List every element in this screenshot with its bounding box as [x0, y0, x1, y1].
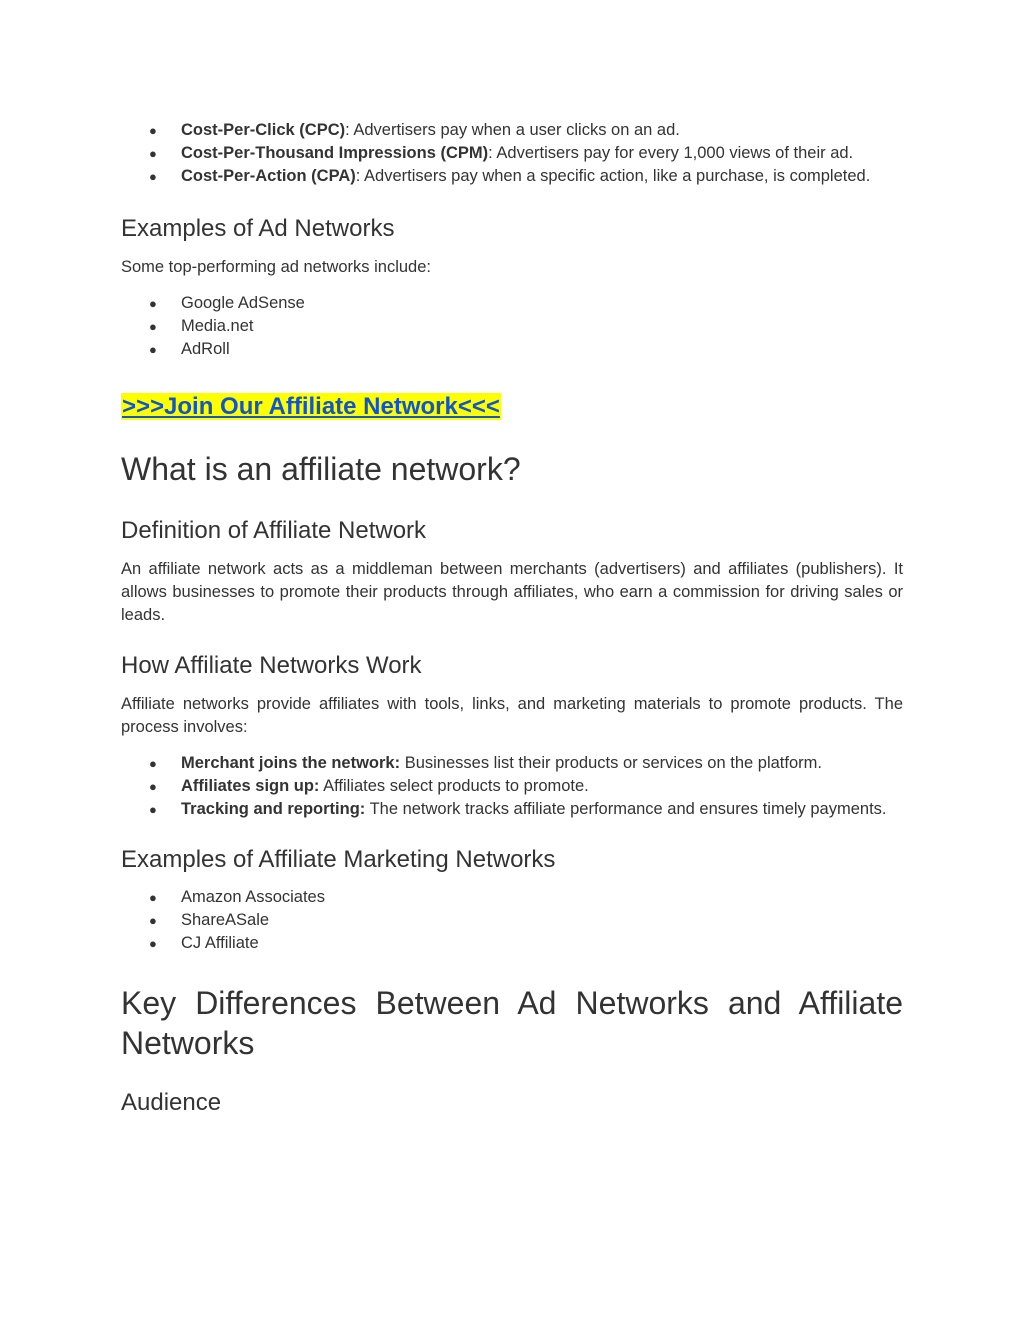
document-content: [121, 119, 903, 1118]
bullet-icon: ●: [149, 890, 157, 905]
join-affiliate-network-link[interactable]: >>>Join Our Affiliate Network<<<: [122, 393, 500, 420]
list-item: [121, 142, 903, 165]
step-term: Affiliates sign up:: [181, 777, 320, 795]
how-heading: How Affiliate Networks Work: [121, 652, 422, 679]
list-item: [121, 798, 903, 821]
definition-paragraph: An affiliate network acts as a middleman between merchants (advertisers) and affiliates (publishers). It allows businesses to promote their products through affiliates, who earn a commission for driving sales or leads.: [121, 560, 903, 624]
pricing-term: Cost-Per-Click (CPC): [181, 121, 346, 139]
affiliate-network-name: CJ Affiliate: [181, 934, 259, 952]
bullet-icon: ●: [149, 296, 157, 311]
affiliate-examples-list: [121, 886, 903, 955]
bullet-icon: ●: [149, 123, 157, 138]
audience-heading: Audience: [121, 1089, 222, 1116]
bullet-icon: ●: [149, 756, 157, 771]
ad-network-name: Media.net: [181, 317, 254, 335]
step-desc: Businesses list their products or services on the platform.: [400, 754, 822, 772]
list-item: [121, 165, 903, 188]
affiliate-examples-heading: Examples of Affiliate Marketing Networks: [121, 846, 556, 873]
list-item: [121, 315, 903, 338]
definition-heading: Definition of Affiliate Network: [121, 517, 427, 544]
step-desc: Affiliates select products to promote.: [319, 777, 589, 795]
bullet-icon: ●: [149, 342, 157, 357]
ad-network-name: AdRoll: [181, 340, 230, 358]
ad-pricing-list: [121, 119, 903, 188]
ad-examples-intro: Some top-performing ad networks include:: [121, 258, 431, 276]
affiliate-heading: What is an affiliate network?: [121, 451, 521, 487]
pricing-desc: : Advertisers pay when a user clicks on an ad.: [345, 121, 680, 139]
how-paragraph: Affiliate networks provide affiliates with tools, links, and marketing materials to promote products. The process involves:: [121, 695, 903, 736]
pricing-term: Cost-Per-Action (CPA): [181, 167, 356, 185]
list-item: [121, 119, 903, 142]
step-term: Merchant joins the network:: [181, 754, 401, 772]
list-item: [121, 338, 903, 361]
step-term: Tracking and reporting:: [181, 800, 366, 818]
cta-paragraph: [121, 392, 903, 422]
bullet-icon: ●: [149, 936, 157, 951]
list-item: [121, 775, 903, 798]
affiliate-network-name: ShareASale: [181, 911, 270, 929]
bullet-icon: ●: [149, 169, 157, 184]
list-item: [121, 292, 903, 315]
process-steps-list: [121, 752, 903, 821]
pricing-term: Cost-Per-Thousand Impressions (CPM): [181, 144, 489, 162]
bullet-icon: ●: [149, 319, 157, 334]
pricing-desc: : Advertisers pay for every 1,000 views of their ad.: [488, 144, 854, 162]
bullet-icon: ●: [149, 146, 157, 161]
list-item: [121, 932, 903, 955]
affiliate-network-name: Amazon Associates: [181, 888, 325, 906]
list-item: [121, 909, 903, 932]
list-item: [121, 886, 903, 909]
step-desc: The network tracks affiliate performance and ensures timely payments.: [365, 800, 887, 818]
list-item: [121, 752, 903, 775]
pricing-desc: : Advertisers pay when a specific action, like a purchase, is completed.: [355, 167, 871, 185]
bullet-icon: ●: [149, 779, 157, 794]
bullet-icon: ●: [149, 913, 157, 928]
bullet-icon: ●: [149, 802, 157, 817]
ad-examples-heading: Examples of Ad Networks: [121, 215, 395, 242]
ad-network-name: Google AdSense: [181, 294, 305, 312]
ad-examples-list: [121, 292, 903, 361]
differences-heading: Key Differences Between Ad Networks and Affiliate Networks: [121, 985, 903, 1061]
